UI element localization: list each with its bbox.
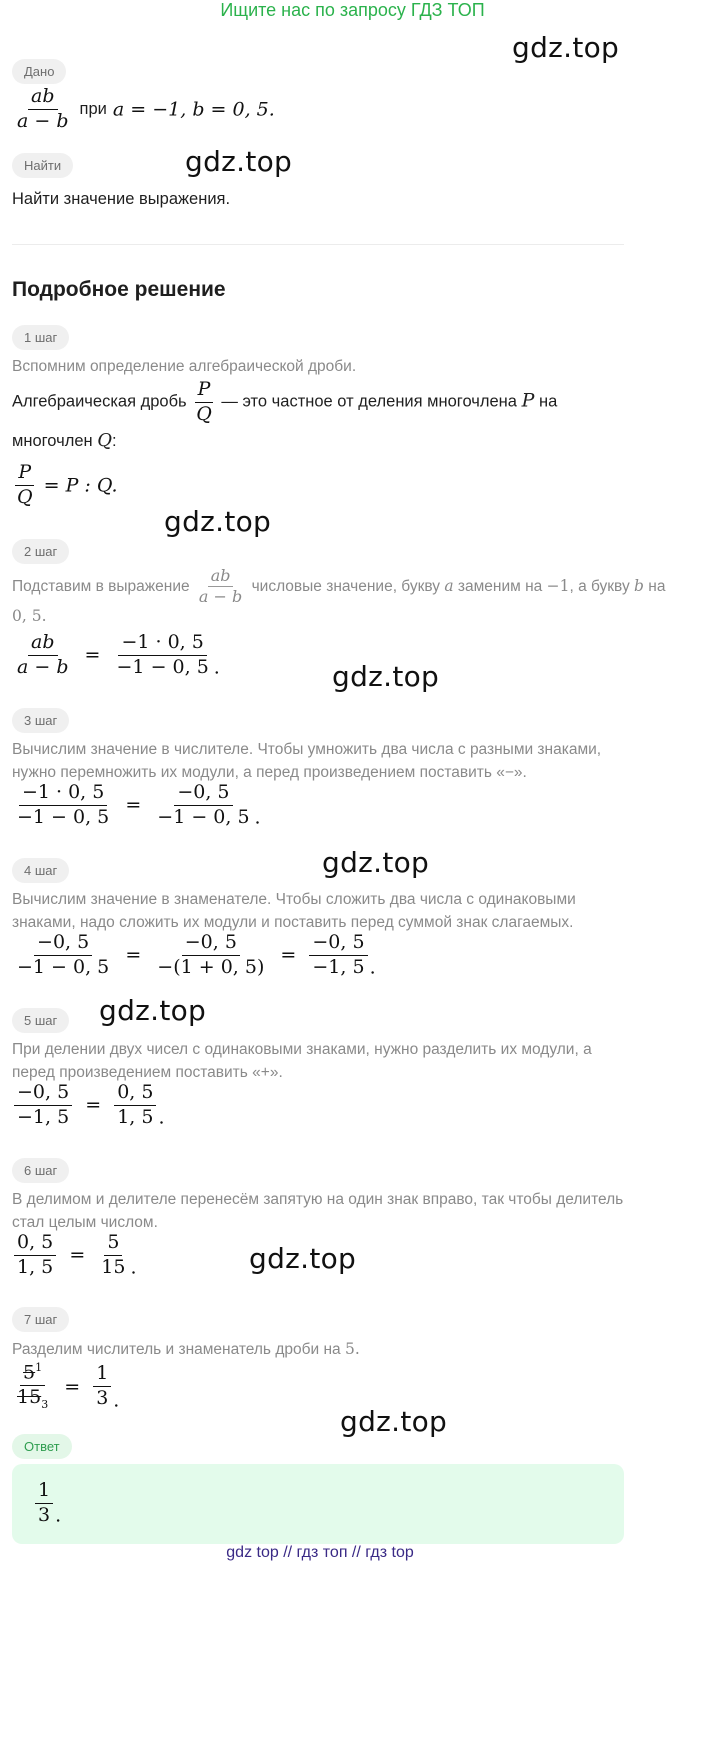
definition-colon: :: [111, 432, 117, 450]
step-2-var-b: b: [634, 576, 644, 595]
step-5-badge: 5 шаг: [12, 1008, 69, 1033]
step-2-text-d: , а букву: [569, 577, 630, 595]
step-3-formula: $\frac{-1 \cdot 0, 5}{-1 - 0, 5}$ = $\frac{-0, 5}{-1 - 0, 5}$ .: [12, 782, 261, 829]
step-6-text: В делимом и делителе перенесём запятую на один знак вправо, так чтобы делитель стал целым числом.: [12, 1191, 624, 1231]
given-expression: [12, 86, 275, 133]
fraction-denominator: −1, 5: [312, 955, 365, 978]
fraction-denominator: [14, 1386, 51, 1411]
fraction-denominator: −1 − 0, 5: [157, 805, 250, 828]
step-3-text: Вычислим значение в числителе. Чтобы умножить два числа с разными знаками, нужно перемножить их модули, а перед произведением поставить «−».: [12, 741, 602, 781]
step-7-text: [12, 1338, 360, 1361]
step-4-badge: 4 шаг: [12, 858, 69, 883]
definition-line2-text: многочлен: [12, 432, 93, 450]
step-6-formula: $\frac{0, 5}{1, 5}$ = $\frac{5}{15}$ .: [12, 1232, 137, 1279]
fraction-denominator: 1, 5: [17, 1255, 54, 1278]
step-2-text-a: Подставим в выражение: [12, 577, 190, 595]
fraction-denominator: a − b: [17, 109, 69, 132]
struck-numerator: 5: [23, 1361, 36, 1384]
watermark: gdz.top: [185, 145, 293, 178]
fraction-denominator: −1 − 0, 5: [116, 655, 209, 678]
step-4-text: Вычислим значение в знаменателе. Чтобы сложить два числа с одинаковыми знаками, надо сложить их модули и поставить перед суммой знак слагаемых.: [12, 891, 576, 931]
step-1-text: Вспомним определение алгебраической дроби.: [12, 358, 357, 375]
fraction-numerator: 5: [104, 1232, 122, 1256]
fraction-numerator: −0, 5: [34, 932, 92, 956]
definition-tail: на: [538, 392, 558, 411]
fraction-denominator: 15: [101, 1255, 126, 1278]
watermark: gdz.top: [340, 1405, 448, 1438]
find-text: Найти значение выражения.: [12, 190, 231, 208]
top-banner[interactable]: Ищите нас по запросу ГДЗ ТОП: [220, 0, 485, 20]
fraction-numerator: P: [195, 379, 214, 403]
fraction-denominator: 3: [96, 1387, 109, 1410]
step-1-definition: [12, 379, 557, 426]
step-3-badge: 3 шаг: [12, 708, 69, 733]
step-2-badge: 2 шаг: [12, 539, 69, 564]
fraction-numerator: 1: [35, 1480, 53, 1504]
step-2-text: [12, 566, 666, 607]
step-2-formula: $\frac{ab}{a - b}$ = $\frac{-1 \cdot 0, 5}{-1 - 0, 5}$ .: [12, 632, 220, 679]
reduced-numerator: 1: [35, 1361, 43, 1374]
fraction-numerator: −1 · 0, 5: [118, 632, 206, 656]
step-2-val-b: 0, 5.: [12, 607, 47, 625]
fraction-numerator: −1 · 0, 5: [19, 782, 107, 806]
watermark: gdz.top: [332, 660, 440, 693]
reduced-denominator: 3: [41, 1397, 49, 1411]
fraction-numerator: [20, 1362, 45, 1386]
step-7-badge: 7 шаг: [12, 1307, 69, 1332]
formula-rhs: = P : Q.: [43, 474, 118, 497]
watermark: gdz.top: [99, 994, 207, 1027]
step-7-formula: $\frac{5^1}{15_3}$ = $\frac{1}{3}$ .: [12, 1362, 119, 1412]
fraction-denominator: −1 − 0, 5: [17, 955, 110, 978]
given-condition-prefix: при: [79, 99, 107, 118]
fraction-numerator: −0, 5: [14, 1082, 72, 1106]
step-7-text-main: Разделим числитель и знаменатель дроби на: [12, 1341, 341, 1358]
answer-box: [12, 1464, 624, 1544]
step-2-var-a: a: [444, 576, 454, 595]
step-1-formula: [12, 462, 118, 509]
step-2-text-c: заменим на: [457, 577, 543, 595]
definition-variable-p: P: [521, 389, 535, 412]
step-2-text-e: на: [648, 577, 666, 595]
fraction-numerator: 1: [93, 1363, 111, 1387]
fraction-numerator: −0, 5: [174, 782, 232, 806]
divider: [12, 244, 624, 245]
watermark: gdz.top: [249, 1242, 357, 1275]
find-badge: Найти: [12, 153, 73, 178]
answer-formula: $\frac{1}{3}$ .: [33, 1480, 61, 1527]
fraction-numerator: ab: [28, 632, 58, 656]
fraction-numerator: P: [15, 462, 34, 486]
step-1-definition-line2: [12, 430, 117, 451]
step-2-text-b: числовые значение, букву: [251, 577, 441, 595]
fraction-denominator: −1 − 0, 5: [17, 805, 110, 828]
fraction-denominator: −(1 + 0, 5): [157, 955, 265, 978]
fraction-numerator: ab: [208, 567, 234, 587]
fraction-numerator: −0, 5: [182, 932, 240, 956]
fraction-numerator: −0, 5: [309, 932, 367, 956]
watermark: gdz.top: [164, 505, 272, 538]
struck-denominator: 15: [17, 1386, 42, 1409]
fraction-denominator: −1, 5: [17, 1105, 70, 1128]
step-5-formula: $\frac{-0, 5}{-1, 5}$ = $\frac{0, 5}{1, 5}$ .: [12, 1082, 165, 1129]
step-5-text: При делении двух чисел с одинаковыми знаками, нужно разделить их модули, а перед произведением поставить «+».: [12, 1041, 592, 1081]
definition-middle: — это частное от деления многочлена: [221, 392, 517, 411]
fraction-denominator: Q: [17, 485, 33, 508]
fraction-numerator: 0, 5: [14, 1232, 56, 1256]
fraction-denominator: 3: [38, 1503, 51, 1526]
definition-variable-q: Q: [97, 430, 112, 451]
step-1-badge: 1 шаг: [12, 325, 69, 350]
solution-title: Подробное решение: [12, 278, 226, 301]
fraction-denominator: a − b: [198, 587, 243, 607]
watermark: gdz.top: [512, 31, 620, 64]
fraction-numerator: ab: [28, 86, 58, 110]
definition-prefix: Алгебраическая дробь: [12, 392, 187, 411]
step-6-badge: 6 шаг: [12, 1158, 69, 1183]
fraction-numerator: 0, 5: [114, 1082, 156, 1106]
fraction-denominator: Q: [196, 402, 212, 425]
step-2-val-a: −1: [546, 576, 570, 595]
watermark: gdz.top: [322, 846, 430, 879]
answer-badge: Ответ: [12, 1434, 72, 1459]
step-7-divisor: 5.: [344, 1340, 360, 1358]
step-4-formula: $\frac{-0, 5}{-1 - 0, 5}$ = $\frac{-0, 5}{-(1 + 0, 5)}$ = $\frac{-0, 5}{-1, 5}$ .: [12, 932, 376, 979]
footer-links[interactable]: gdz top // гдз топ // гдз top: [226, 1544, 414, 1561]
given-badge: Дано: [12, 59, 66, 84]
fraction-denominator: a − b: [17, 655, 69, 678]
fraction-denominator: 1, 5: [117, 1105, 154, 1128]
given-condition: a = −1, b = 0, 5.: [112, 98, 275, 121]
